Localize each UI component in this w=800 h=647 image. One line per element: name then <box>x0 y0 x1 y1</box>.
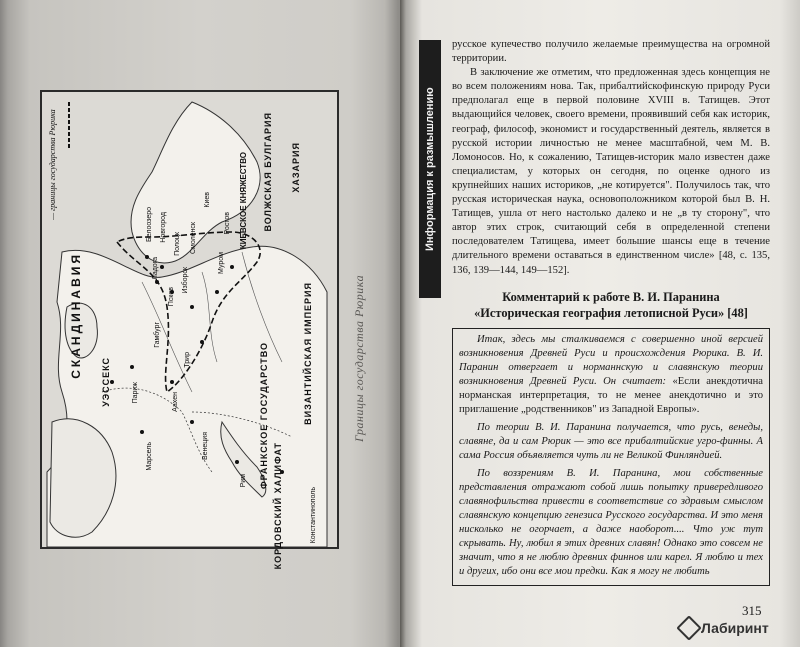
commentary-paragraph <box>459 467 763 579</box>
page-number: 315 <box>742 603 762 618</box>
map-label-pskov: Псков <box>168 287 175 307</box>
legend-dashed-line <box>68 102 70 148</box>
paragraph: В заключение же отметим, что предложенная здесь концепция не во всем положениям нова. Так, прибалтийскофинскую природу Руси предполагал еще в первой половине XVIII в. Татищев. Этот выдающийся человек, своего времени, проявивший себя как историк, географ, философ, экономист и государственный деятель, является в русской истории личностью не менее масштабной, чем М. В. Ломоносов. Но, к сожалению, Татищев-историк мало известен даже специалистам, у которых он сегодня, по оценке одного из крупнейших наших историков, „не котируется". Получилось так, что русская историческая наука, основоположником которой был В. Н. Татищев, ушла от него настолько далеко и не „в ту сторону", что автор этих строк, считающий себя в определенной степени последователем Татищева, имеет большие шансы еще в течение длительного времени оставаться в единственном числе» [48, с. 135, 136, 139—144, 149—152]. <box>452 67 770 276</box>
labyrinth-logo-icon <box>676 615 701 640</box>
map-label-kiev: Киев <box>204 192 211 208</box>
map-label-trier: Трир <box>184 352 191 368</box>
section-title-line: «Историческая география летописной Руси» [48] <box>474 305 748 320</box>
commentary-text: Итак, здесь мы сталкиваемся с совершенно иной версией возникновения Древней Руси и происхождения Рюрика. В. И. Паранин отвергает и норманнскую и славянскую теории возникновения Древней Руси. Он считает: <box>459 333 763 387</box>
map-label-rome: Рим <box>240 474 247 488</box>
right-page-text <box>452 38 770 586</box>
commentary-text: По воззрениям В. И. Паранина, мои собственные представления отражают собой лишь попытку привередливого славянофильства привести в соответствие со здравым смыслом славянскую концепцию генезиса Русского государства. <box>459 467 763 521</box>
section-title-line: Комментарий к работе В. И. Паранина <box>502 289 720 304</box>
left-page-side-title: Границы государства Рюрика <box>352 274 366 442</box>
running-head: Информация к размышлению <box>419 40 441 298</box>
map-label-frankish-state: ФРАНКСКОЕ ГОСУДАРСТВО <box>259 342 269 490</box>
legend-text: — границы государства Рюрика <box>48 109 57 220</box>
map-label-marseille: Марсель <box>146 442 153 471</box>
section-title <box>452 289 770 321</box>
map-label-hamburg: Гамбург <box>154 322 161 348</box>
map-label-paris: Париж <box>132 382 139 404</box>
commentary-text: ... Что уж тут скрывать. Ну, любил я этих древних славян! Однако это совсем не значит, что я не люблю древних финнов или карел. Я люблю и тех и других, ибо они все мои предки. Как я могу не любить <box>459 523 763 577</box>
map-label-constantinople: Константинополь <box>310 487 317 544</box>
map-label-kievan-principality: КИЕВСКОЕ КНЯЖЕСТВО <box>239 152 248 250</box>
map-label-venice: Венеция <box>202 432 209 461</box>
map-label-wessex: УЭССЕКС <box>101 357 111 407</box>
map-label-ladoga: Ладога <box>152 257 159 280</box>
watermark-text: Лабиринт <box>701 620 769 636</box>
watermark <box>680 612 790 644</box>
map-label-khazaria: ХАЗАРИЯ <box>291 142 301 193</box>
map-label-polotsk: Полоцк <box>174 232 181 256</box>
map-label-smolensk: Смоленск <box>190 222 197 255</box>
map-legend <box>46 96 72 226</box>
map-label-izborsk: Изборск <box>182 267 189 294</box>
commentary-text: И это меня нисколько не огорчает, а даже наоборот. <box>459 509 763 535</box>
commentary-paragraph: По теории В. И. Паранина получается, что русь, венеды, славяне, да и сам Рюрик — это все прибалтийские угро-финны. А сама Россия объявляется чуть ли не Великой Финляндией. <box>459 421 763 461</box>
map-label-rostov: Ростов <box>224 212 231 235</box>
map-label-skandinavia: СКАНДИНАВИЯ <box>69 252 83 379</box>
map-label-beloozero: Белоозеро <box>146 207 153 242</box>
commentary-paragraph <box>459 333 763 417</box>
map-label-aachen: Аахен <box>172 392 179 412</box>
map-label-cordoba-caliphate: КОРДОВСКИЙ ХАЛИФАТ <box>273 442 283 570</box>
map-label-volga-bulgaria: ВОЛЖСКАЯ БУЛГАРИЯ <box>263 112 273 232</box>
commentary-quote: «Если анекдотична норманская интерпретация, то не менее анекдотично и это приглашение „родственников" из Западной Европы». <box>459 375 763 415</box>
commentary-box <box>452 328 770 586</box>
map-label-novgorod: Новгород <box>160 212 167 243</box>
map-label-byzantine-empire: ВИЗАНТИЙСКАЯ ИМПЕРИЯ <box>303 282 313 425</box>
paragraph: русское купечество получило желаемые преимущества на огромной территории. <box>452 39 770 65</box>
historical-map <box>40 90 339 570</box>
map-label-murom: Муром <box>218 252 225 274</box>
